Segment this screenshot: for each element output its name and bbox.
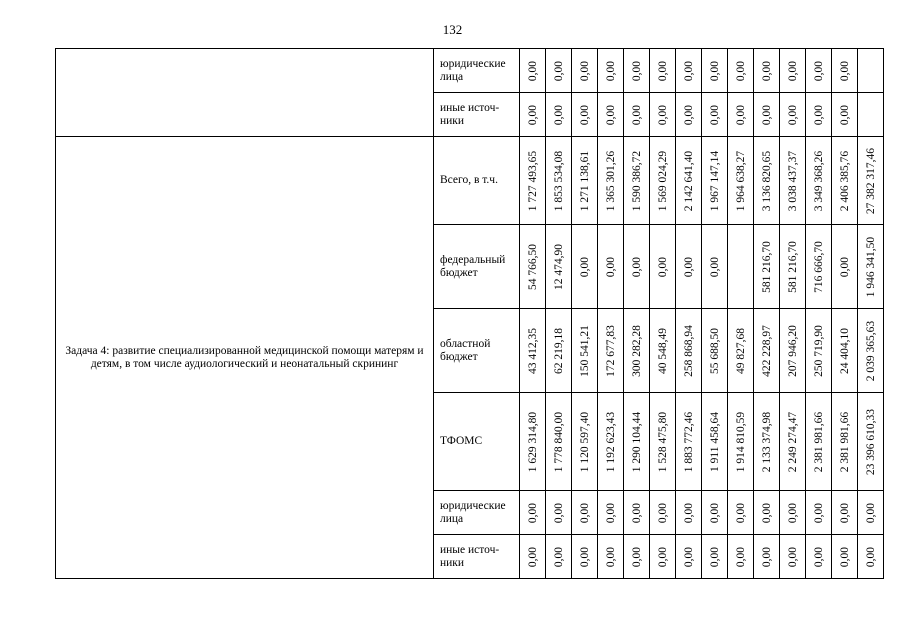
value-text: 2 142 641,40 bbox=[682, 150, 695, 211]
value-text: 0,00 bbox=[812, 60, 825, 81]
value-cell bbox=[624, 225, 650, 309]
value-text: 1 569 024,29 bbox=[656, 150, 669, 211]
value-cell bbox=[728, 309, 754, 393]
value-text: 1 911 458,64 bbox=[708, 411, 721, 472]
value-cell bbox=[624, 491, 650, 535]
value-cell bbox=[650, 49, 676, 93]
value-cell bbox=[676, 535, 702, 579]
value-text: 0,00 bbox=[604, 546, 617, 567]
value-text: 0,00 bbox=[708, 502, 721, 523]
value-text: 2 381 981,66 bbox=[838, 411, 851, 472]
value-text: 0,00 bbox=[708, 256, 721, 277]
value-text: 0,00 bbox=[604, 60, 617, 81]
value-cell bbox=[650, 309, 676, 393]
value-cell bbox=[780, 309, 806, 393]
value-cell bbox=[598, 49, 624, 93]
value-cell bbox=[780, 535, 806, 579]
value-cell bbox=[806, 93, 832, 137]
value-cell bbox=[858, 393, 884, 491]
value-cell bbox=[650, 225, 676, 309]
value-cell bbox=[728, 491, 754, 535]
value-cell bbox=[546, 49, 572, 93]
value-text: 0,00 bbox=[734, 104, 747, 125]
value-text: 3 136 820,65 bbox=[760, 150, 773, 211]
source-cell: юридические лица bbox=[434, 491, 520, 535]
value-cell bbox=[520, 535, 546, 579]
value-cell bbox=[546, 393, 572, 491]
value-text: 1 946 341,50 bbox=[864, 236, 877, 297]
value-cell bbox=[676, 225, 702, 309]
value-text: 581 216,70 bbox=[760, 240, 773, 293]
value-cell bbox=[806, 393, 832, 491]
value-cell bbox=[520, 225, 546, 309]
value-cell bbox=[572, 309, 598, 393]
value-text: 0,00 bbox=[760, 502, 773, 523]
value-text: 1 967 147,14 bbox=[708, 150, 721, 211]
value-cell bbox=[624, 309, 650, 393]
value-text: 0,00 bbox=[656, 546, 669, 567]
value-cell bbox=[832, 491, 858, 535]
value-text: 2 406 385,76 bbox=[838, 150, 851, 211]
source-cell: Всего, в т.ч. bbox=[434, 137, 520, 225]
value-cell bbox=[650, 491, 676, 535]
value-text: 1 590 386,72 bbox=[630, 150, 643, 211]
value-text: 55 688,50 bbox=[708, 327, 721, 374]
value-cell bbox=[780, 137, 806, 225]
value-text: 0,00 bbox=[656, 60, 669, 81]
value-text: 0,00 bbox=[604, 502, 617, 523]
value-cell bbox=[754, 535, 780, 579]
value-text: 0,00 bbox=[734, 546, 747, 567]
value-text: 0,00 bbox=[552, 104, 565, 125]
value-cell bbox=[546, 93, 572, 137]
value-text: 172 677,83 bbox=[604, 324, 617, 377]
value-cell bbox=[780, 491, 806, 535]
value-text: 0,00 bbox=[526, 104, 539, 125]
value-cell bbox=[676, 137, 702, 225]
value-cell bbox=[702, 491, 728, 535]
value-cell bbox=[676, 93, 702, 137]
value-cell bbox=[546, 309, 572, 393]
value-cell bbox=[624, 93, 650, 137]
value-cell bbox=[832, 49, 858, 93]
value-text: 0,00 bbox=[656, 502, 669, 523]
value-cell bbox=[702, 137, 728, 225]
value-text: 0,00 bbox=[578, 104, 591, 125]
value-cell bbox=[650, 137, 676, 225]
value-cell bbox=[754, 93, 780, 137]
value-text: 0,00 bbox=[526, 546, 539, 567]
value-cell bbox=[858, 137, 884, 225]
value-cell bbox=[624, 49, 650, 93]
value-text: 0,00 bbox=[682, 256, 695, 277]
value-text: 1 271 138,61 bbox=[578, 150, 591, 211]
value-cell bbox=[598, 491, 624, 535]
value-text: 0,00 bbox=[734, 60, 747, 81]
value-cell bbox=[702, 535, 728, 579]
value-cell bbox=[676, 49, 702, 93]
value-cell bbox=[754, 393, 780, 491]
value-text: 1 727 493,65 bbox=[526, 150, 539, 211]
value-text: 0,00 bbox=[578, 546, 591, 567]
value-text: 150 541,21 bbox=[578, 324, 591, 377]
value-text: 0,00 bbox=[838, 60, 851, 81]
value-cell bbox=[832, 393, 858, 491]
value-text: 1 192 623,43 bbox=[604, 411, 617, 472]
value-text: 0,00 bbox=[630, 104, 643, 125]
page-number: 132 bbox=[442, 22, 463, 37]
value-text: 1 778 840,00 bbox=[552, 411, 565, 472]
value-text: 0,00 bbox=[838, 502, 851, 523]
value-cell bbox=[624, 393, 650, 491]
value-cell bbox=[702, 49, 728, 93]
value-cell bbox=[572, 93, 598, 137]
value-cell bbox=[780, 225, 806, 309]
value-cell bbox=[676, 309, 702, 393]
value-text: 1 964 638,27 bbox=[734, 150, 747, 211]
value-cell bbox=[780, 393, 806, 491]
value-cell bbox=[728, 49, 754, 93]
value-cell bbox=[572, 535, 598, 579]
value-cell bbox=[728, 93, 754, 137]
value-cell bbox=[754, 137, 780, 225]
value-text: 0,00 bbox=[630, 502, 643, 523]
value-cell bbox=[676, 393, 702, 491]
table-row bbox=[56, 49, 884, 93]
value-cell bbox=[546, 137, 572, 225]
value-text: 43 412,35 bbox=[526, 327, 539, 374]
value-text: 0,00 bbox=[552, 546, 565, 567]
value-text: 1 853 534,08 bbox=[552, 150, 565, 211]
value-text: 0,00 bbox=[734, 502, 747, 523]
value-text: 716 666,70 bbox=[812, 240, 825, 293]
value-text: 0,00 bbox=[864, 546, 877, 567]
value-text: 54 766,50 bbox=[526, 243, 539, 290]
value-cell bbox=[546, 535, 572, 579]
value-text: 0,00 bbox=[552, 60, 565, 81]
value-cell bbox=[650, 393, 676, 491]
value-text: 1 883 772,46 bbox=[682, 411, 695, 472]
value-text: 24 404,10 bbox=[838, 327, 851, 374]
value-cell bbox=[728, 225, 754, 309]
task-cell-empty bbox=[56, 49, 434, 137]
value-cell bbox=[858, 309, 884, 393]
value-cell bbox=[572, 393, 598, 491]
value-cell bbox=[806, 309, 832, 393]
task-cell: Задача 4: развитие специализированной медицинской помощи матерям и детям, в том числе аудиологический и неонатальный скрининг bbox=[56, 137, 434, 579]
value-text: 0,00 bbox=[760, 60, 773, 81]
source-cell: ТФОМС bbox=[434, 393, 520, 491]
value-text: 0,00 bbox=[682, 502, 695, 523]
value-text: 1 365 301,26 bbox=[604, 150, 617, 211]
value-cell bbox=[546, 491, 572, 535]
value-cell bbox=[598, 535, 624, 579]
value-cell bbox=[520, 49, 546, 93]
value-cell bbox=[858, 49, 884, 93]
value-text: 49 827,68 bbox=[734, 327, 747, 374]
value-text: 1 914 810,59 bbox=[734, 411, 747, 472]
value-cell bbox=[676, 491, 702, 535]
value-cell bbox=[702, 93, 728, 137]
table-body bbox=[56, 49, 884, 579]
value-text: 1 120 597,40 bbox=[578, 411, 591, 472]
value-text: 2 381 981,66 bbox=[812, 411, 825, 472]
value-cell bbox=[754, 309, 780, 393]
source-cell: юридические лица bbox=[434, 49, 520, 93]
value-cell bbox=[754, 491, 780, 535]
value-text: 0,00 bbox=[604, 256, 617, 277]
value-text: 0,00 bbox=[682, 546, 695, 567]
value-cell bbox=[806, 535, 832, 579]
value-cell bbox=[858, 535, 884, 579]
value-text: 0,00 bbox=[786, 60, 799, 81]
value-cell bbox=[598, 137, 624, 225]
value-text: 0,00 bbox=[630, 546, 643, 567]
value-cell bbox=[858, 491, 884, 535]
value-cell bbox=[728, 393, 754, 491]
value-text: 0,00 bbox=[760, 104, 773, 125]
value-text: 0,00 bbox=[630, 256, 643, 277]
value-text: 0,00 bbox=[578, 60, 591, 81]
value-text: 0,00 bbox=[630, 60, 643, 81]
value-text: 0,00 bbox=[526, 60, 539, 81]
value-text: 0,00 bbox=[708, 60, 721, 81]
value-cell bbox=[806, 49, 832, 93]
value-text: 3 038 437,37 bbox=[786, 150, 799, 211]
value-text: 0,00 bbox=[760, 546, 773, 567]
value-cell bbox=[520, 137, 546, 225]
value-cell bbox=[858, 93, 884, 137]
value-text: 62 219,18 bbox=[552, 327, 565, 374]
value-text: 0,00 bbox=[682, 60, 695, 81]
value-cell bbox=[598, 93, 624, 137]
value-text: 0,00 bbox=[656, 104, 669, 125]
value-cell bbox=[702, 225, 728, 309]
value-text: 0,00 bbox=[708, 546, 721, 567]
value-cell bbox=[702, 393, 728, 491]
value-text: 1 629 314,80 bbox=[526, 411, 539, 472]
value-text: 0,00 bbox=[812, 502, 825, 523]
value-cell bbox=[624, 137, 650, 225]
table-row bbox=[56, 137, 884, 225]
value-text: 1 528 475,80 bbox=[656, 411, 669, 472]
value-text: 0,00 bbox=[552, 502, 565, 523]
value-text: 0,00 bbox=[708, 104, 721, 125]
value-cell bbox=[650, 93, 676, 137]
value-cell bbox=[832, 309, 858, 393]
value-cell bbox=[832, 535, 858, 579]
value-cell bbox=[520, 491, 546, 535]
value-text: 2 039 365,63 bbox=[864, 320, 877, 381]
value-text: 1 290 104,44 bbox=[630, 411, 643, 472]
value-cell bbox=[702, 309, 728, 393]
source-cell: федеральный бюджет bbox=[434, 225, 520, 309]
value-text: 300 282,28 bbox=[630, 324, 643, 377]
value-cell bbox=[832, 137, 858, 225]
value-cell bbox=[728, 137, 754, 225]
value-cell bbox=[806, 491, 832, 535]
value-cell bbox=[520, 393, 546, 491]
value-text: 0,00 bbox=[578, 502, 591, 523]
value-text: 0,00 bbox=[838, 256, 851, 277]
value-text: 581 216,70 bbox=[786, 240, 799, 293]
value-text: 40 548,49 bbox=[656, 327, 669, 374]
value-text: 0,00 bbox=[656, 256, 669, 277]
value-text: 0,00 bbox=[526, 502, 539, 523]
source-cell: иные источ-ники bbox=[434, 93, 520, 137]
value-cell bbox=[754, 49, 780, 93]
value-text: 0,00 bbox=[578, 256, 591, 277]
value-cell bbox=[754, 225, 780, 309]
value-text: 0,00 bbox=[838, 104, 851, 125]
value-text: 422 228,97 bbox=[760, 324, 773, 377]
value-text: 23 396 610,33 bbox=[864, 408, 877, 475]
value-cell bbox=[832, 93, 858, 137]
value-text: 0,00 bbox=[838, 546, 851, 567]
budget-table bbox=[55, 48, 884, 579]
value-text: 250 719,90 bbox=[812, 324, 825, 377]
value-text: 0,00 bbox=[812, 546, 825, 567]
value-cell bbox=[780, 93, 806, 137]
value-cell bbox=[572, 137, 598, 225]
source-cell: областной бюджет bbox=[434, 309, 520, 393]
value-cell bbox=[858, 225, 884, 309]
value-cell bbox=[780, 49, 806, 93]
value-text: 2 133 374,98 bbox=[760, 411, 773, 472]
value-cell bbox=[806, 137, 832, 225]
value-cell bbox=[832, 225, 858, 309]
value-cell bbox=[572, 491, 598, 535]
value-text: 3 349 368,26 bbox=[812, 150, 825, 211]
value-text: 0,00 bbox=[786, 502, 799, 523]
value-cell bbox=[598, 225, 624, 309]
value-text: 207 946,20 bbox=[786, 324, 799, 377]
value-cell bbox=[572, 49, 598, 93]
value-cell bbox=[520, 309, 546, 393]
value-text: 12 474,90 bbox=[552, 243, 565, 290]
value-text: 0,00 bbox=[604, 104, 617, 125]
value-cell bbox=[728, 535, 754, 579]
value-text: 27 382 317,46 bbox=[864, 147, 877, 214]
value-cell bbox=[520, 93, 546, 137]
value-cell bbox=[572, 225, 598, 309]
value-cell bbox=[624, 535, 650, 579]
value-cell bbox=[650, 535, 676, 579]
value-cell bbox=[806, 225, 832, 309]
value-text: 0,00 bbox=[786, 546, 799, 567]
value-cell bbox=[598, 393, 624, 491]
value-text: 258 868,94 bbox=[682, 324, 695, 377]
source-cell: иные источ-ники bbox=[434, 535, 520, 579]
value-text: 2 249 274,47 bbox=[786, 411, 799, 472]
value-cell bbox=[546, 225, 572, 309]
value-text: 0,00 bbox=[812, 104, 825, 125]
value-text: 0,00 bbox=[864, 502, 877, 523]
value-text: 0,00 bbox=[786, 104, 799, 125]
value-cell bbox=[598, 309, 624, 393]
value-text: 0,00 bbox=[682, 104, 695, 125]
